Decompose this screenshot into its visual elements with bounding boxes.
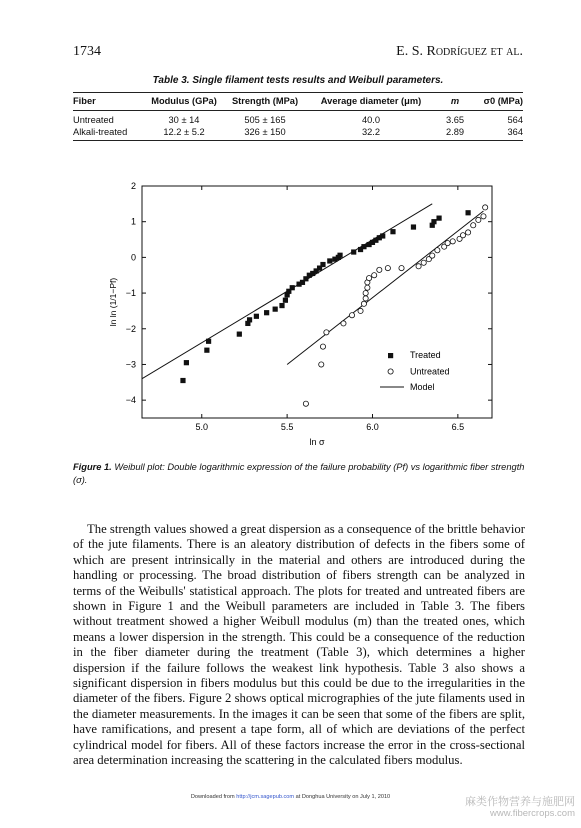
cell: 326 ± 150 xyxy=(223,126,307,141)
untreated-point xyxy=(365,285,370,290)
cell: Untreated xyxy=(73,115,114,125)
table-caption: Table 3. Single filament tests results and Weibull parameters. xyxy=(152,75,444,86)
treated-point xyxy=(279,303,284,308)
untreated-point xyxy=(361,301,366,306)
untreated-point xyxy=(324,330,329,335)
y-tick-label: 0 xyxy=(130,252,136,263)
cell: 12.2 ± 5.2 xyxy=(145,126,223,141)
x-tick-label: 6.0 xyxy=(366,422,379,432)
page-number: 1734 xyxy=(73,44,101,59)
figure-label: Figure 1. xyxy=(73,462,112,472)
untreated-point xyxy=(421,260,426,265)
untreated-point xyxy=(476,217,481,222)
weibull-plot xyxy=(100,176,500,458)
treated-point xyxy=(411,224,416,229)
untreated-point xyxy=(358,308,363,313)
footer-suffix: at Donghua University on July 1, 2010 xyxy=(294,794,391,800)
treated-point xyxy=(180,378,185,383)
treated-point xyxy=(237,332,242,337)
untreated-point xyxy=(435,248,440,253)
cell: 564 xyxy=(507,115,523,125)
treated-point xyxy=(337,253,342,258)
treated-point xyxy=(436,216,441,221)
untreated-point xyxy=(303,401,308,406)
treated-point xyxy=(380,233,385,238)
table-row xyxy=(73,111,523,127)
y-tick-label: −3 xyxy=(125,359,136,370)
col-strength: Strength (MPa) xyxy=(223,93,307,111)
col-modulus: Modulus (GPa) xyxy=(145,93,223,111)
treated-point xyxy=(465,210,470,215)
treated-point xyxy=(184,360,189,365)
watermark-site: www.fibercrops.com xyxy=(490,808,575,819)
col-sigma0: σ0 (MPa) xyxy=(475,93,523,111)
untreated-point xyxy=(349,313,354,318)
y-axis-label: ln ln (1/1−Pf) xyxy=(108,277,118,327)
treated-point xyxy=(204,348,209,353)
x-tick-label: 5.5 xyxy=(280,422,294,432)
y-tick-label: 2 xyxy=(130,181,136,191)
untreated-point xyxy=(399,265,404,270)
body-paragraph: The strength values showed a great dispersion as a consequence of the brittle behavior of the jute filaments. There is an aleatory distribution of defects in the fibers some of which are present intrinsically in the material and others are introduced during the handling or processing. The broad distribution of fibers strength can be analyzed in terms of the Weibulls' statistical approach. The plots for treated and untreated fibers are shown in Figure 1 and the Weibull parameters are included in Table 3. The fibers without treatment showed a higher Weibull modulus (m) than the treated ones, which means a lower dispersion in the strength. This could be a consequence of the reduction in the fiber diameter during the treatment (Table 3), which determines a higher dispersion if the failure follows the weakest link hypothesis. Table 3 also shows a significant dispersion in fibers modulus but this could be due to the irregularities in the diameter of the fibers. Figure 2 shows optical micrographies of the jute filaments used in the diameter measurements. In the images it can be seen that some of the fibers are split, have ramifications, and present a tape form, all of which are deviations of the perfect cylindrical model for fibers. All of these factors increase the error in the cross-sectional area determination increasing the scattering in the calculated fibers modulus. xyxy=(73,522,525,768)
figure-caption xyxy=(73,461,525,487)
plot-frame xyxy=(142,186,492,418)
footer-link[interactable]: http://jcm.sagepub.com xyxy=(236,794,295,800)
legend-untreated-marker xyxy=(388,369,393,374)
treated-point xyxy=(290,285,295,290)
treated-point xyxy=(247,317,252,322)
col-diameter: Average diameter (μm) xyxy=(307,93,435,111)
cell: 30 ± 14 xyxy=(168,115,200,125)
y-tick-label: 1 xyxy=(130,216,136,227)
untreated-point xyxy=(483,205,488,210)
watermark xyxy=(465,795,575,820)
cell: 3.65 xyxy=(445,115,465,125)
running-head-initials: E. S. xyxy=(396,44,427,59)
untreated-point xyxy=(320,344,325,349)
col-m: m xyxy=(435,93,475,111)
untreated-point xyxy=(377,267,382,272)
untreated-point xyxy=(430,253,435,258)
cell: 505 ± 165 xyxy=(244,115,286,125)
x-tick-label: 5.0 xyxy=(195,422,209,432)
untreated-point xyxy=(416,264,421,269)
legend-model-label: Model xyxy=(410,382,435,392)
untreated-point xyxy=(445,241,450,246)
y-tick-label: −4 xyxy=(125,395,136,406)
untreated-point xyxy=(363,296,368,301)
untreated-point xyxy=(471,223,476,228)
untreated-point xyxy=(385,265,390,270)
y-tick-label: −2 xyxy=(125,323,136,334)
cell: 32.2 xyxy=(307,126,435,141)
treated-point xyxy=(283,298,288,303)
x-tick-label: 6.5 xyxy=(451,422,465,432)
cell: 40.0 xyxy=(361,115,381,125)
legend-treated-marker xyxy=(388,353,393,358)
treated-point xyxy=(351,249,356,254)
untreated-point xyxy=(363,290,368,295)
cell: 2.89 xyxy=(435,126,475,141)
x-axis-label: ln σ xyxy=(309,437,325,447)
running-head xyxy=(396,44,523,60)
cell: 364 xyxy=(475,126,523,141)
treated-point xyxy=(273,307,278,312)
untreated-point xyxy=(372,273,377,278)
treated-point xyxy=(361,244,366,249)
untreated-point xyxy=(460,233,465,238)
untreated-point xyxy=(465,230,470,235)
col-fiber: Fiber xyxy=(73,93,145,111)
treated-point xyxy=(206,339,211,344)
untreated-point xyxy=(450,239,455,244)
treated-point xyxy=(320,262,325,267)
treated-point xyxy=(390,229,395,234)
legend-treated-label: Treated xyxy=(410,350,441,360)
treated-point xyxy=(327,258,332,263)
untreated-point xyxy=(341,321,346,326)
legend-untreated-label: Untreated xyxy=(410,366,450,377)
results-table xyxy=(73,92,523,141)
table-header-row xyxy=(73,93,523,111)
treated-point xyxy=(431,219,436,224)
y-tick-label: −1 xyxy=(125,288,136,299)
untreated-point xyxy=(481,214,486,219)
figure-caption-text: Weibull plot: Double logarithmic expression of the failure probability (Pf) vs logarithmic fiber strength (σ). xyxy=(73,462,525,485)
treated-point xyxy=(254,314,259,319)
untreated-point xyxy=(319,362,324,367)
running-head-suffix: et al. xyxy=(486,44,523,59)
table-row xyxy=(73,126,523,141)
untreated-point xyxy=(366,275,371,280)
running-head-surname: Rodríguez xyxy=(426,44,487,59)
treated-point xyxy=(264,310,269,315)
watermark-chinese: 麻类作物营养与施肥网 xyxy=(465,795,575,808)
cell: Alkali-treated xyxy=(73,126,145,141)
footer-prefix: Downloaded from xyxy=(190,794,237,800)
